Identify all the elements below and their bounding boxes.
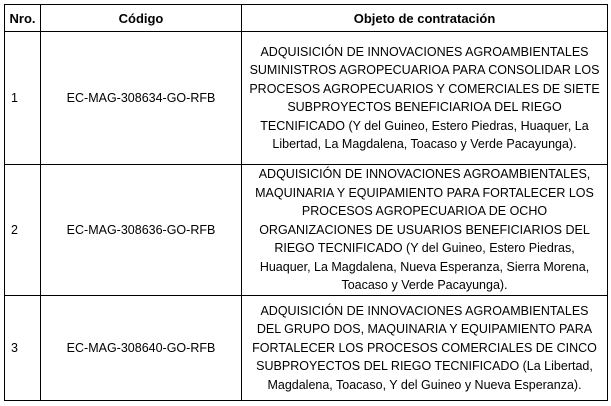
row-number: 2 (5, 165, 41, 296)
row-code: EC-MAG-308636-GO-RFB (41, 165, 242, 296)
header-number: Nro. (5, 5, 41, 32)
row-object: ADQUISICIÓN DE INNOVACIONES AGROAMBIENTALES DEL GRUPO DOS, MAQUINARIA Y EQUIPAMIENTO PARA FORTALECER LOS PROCESOS COMERCIALES DE CINCO SUBPROYECTOS DEL RIEGO TECNIFICADO (La Libertad, Magdalena, Toacaso, Y del Guineo y Nueva Esperanza). (242, 296, 608, 401)
row-code: EC-MAG-308634-GO-RFB (41, 32, 242, 165)
table-header-row (5, 5, 608, 32)
row-object: ADQUISICIÓN DE INNOVACIONES AGROAMBIENTALES SUMINISTROS AGROPECUARIOA PARA CONSOLIDAR LOS PROCESOS AGROPECUARIOS Y COMERCIALES DE SIETE SUBPROYECTOS BENEFICIARIOA DEL RIEGO TECNIFICADO (Y del Guineo, Estero Piedras, Huaquer, La Libertad, La Magdalena, Toacaso y Verde Pacayunga). (242, 32, 608, 165)
table-row (5, 165, 608, 296)
row-number: 3 (5, 296, 41, 401)
table-row (5, 296, 608, 401)
contracts-table (4, 4, 608, 401)
row-object: ADQUISICIÓN DE INNOVACIONES AGROAMBIENTALES, MAQUINARIA Y EQUIPAMIENTO PARA FORTALECER LOS PROCESOS AGROPECUARIOA DE OCHO ORGANIZACIONES DE USUARIOS BENEFICIARIOS DEL RIEGO TECNIFICADO (Y del Guineo, Estero Piedras, Huaquer, La Magdalena, Nueva Esperanza, Sierra Morena, Toacaso y Verde Pacayunga). (242, 165, 608, 296)
row-code: EC-MAG-308640-GO-RFB (41, 296, 242, 401)
row-number: 1 (5, 32, 41, 165)
header-object: Objeto de contratación (242, 5, 608, 32)
header-code: Código (41, 5, 242, 32)
table-row (5, 32, 608, 165)
